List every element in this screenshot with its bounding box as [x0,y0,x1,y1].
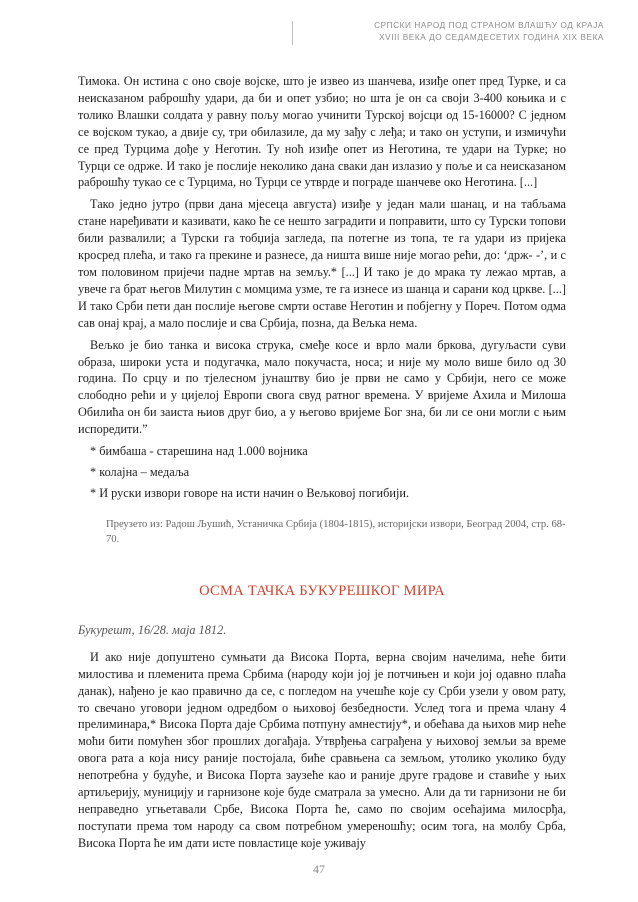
dateline: Букурешт, 16/28. маја 1812. [78,622,227,637]
paragraph-3: Вељко је био танка и висока струка, смеђе косе и врло мали бркова, дугуљасти суви образа, широки уста и подугачка, мало покучаста, носа; и није му моло више било од 30 година. По срцу и по тјелесном јунаштву био је први не само у Србији, него се може слободно рећи и у цијелој Европи свога свуд ратног времена. У вријеме Ахила и Милоша Обилића он би заиста њиов друг био, а у његово вријеме Бог зна, би ли се они могли с њим испоредити.” [78,337,566,437]
source-citation: Преузето из: Радош Љушић, Устаничка Србија (1804-1815), историјски извори, Београд 2004, стр. 68-70. [106,519,566,546]
footnote-3: * И руски извори говоре на исти начин о Вељковој погибији. [90,486,410,501]
header-divider [292,21,293,45]
footnote-2: * колајна – медаља [90,465,190,480]
section-title: ОСМА ТАЧКА БУКУРЕШКОГ МИРА [199,583,445,600]
paragraph-2: Тако једно јутро (први дана мјесеца августа) изиђе у један мали шанац, и на табљама стане наређивати и казивати, како ће се нешто заградити и поправити, што су Турски топови били развалили; а Турски га тобџија загледа, па потегне из топа, те га удари из пријека кросред плећа, и тако га прекине и разнесе, да ништа више није могао рећи, до: ‘држ- -’, и с том половином пријечи падне мртав на земљу.* [...] И тако је до мрака ту лежао мртав, а увече га брат његов Милутин с момцима узме, те га изнесе из шанца и сарани код цркве. [...] И тако Срби пети дан послије његове смрти оставе Неготин и побјегну у Пореч. Потом одма сав онај крај, а мало послије и сва Србија, позна, да Вељка нема. [78,197,566,330]
footnote-1: * бимбаша - старешина над 1.000 војника [90,444,308,459]
section-paragraph: И ако није допуштено сумњати да Висока Порта, верна својим начелима, неће бити милостива и племенита према Србима (народу који јој је потчињен и који јој одавно плаћа данак), нађено је као правично да се, с погледом на учешће које су Срби узели у овом рату, то свечано уговори једном одредбом о њиховој безбедности. Услед тога и према члану 4 прелиминара,* Висока Порта даје Србима потпуну амнестију*, и обећава да њихов мир неће моћи бити помућен због прошлих догађаја. Утврђења саграђена у њиховој земљи за време овога рата а која нису раније постојала, биће сравњена са земљом, утолико уколико буду непотребна у будуће, и Висока Порта заузеће као и раније друге градове и ставиће у њих артиљерију, муницију и гарнизоне које буде сматрала за умесно. Али да ти гарнизони не би неправедно угњетавали Србе, Висока Порта ће, само по својим осећајима милосрђа, поступати према том народу са свом потребном умереношћу; осим тога, на молбу Срба, Висока Порта ће им дати исте повластице које уживају [78,649,566,850]
page-number: 47 [313,862,325,876]
page-body [78,73,566,857]
header-line-1: СРПСКИ НАРОД ПОД СТРАНОМ ВЛАШЋУ ОД КРАЈА [374,21,604,30]
paragraph-1: Тимока. Он истина с оно своје војске, што је извео из шанчева, изиђе опет пред Турке, и са неисказаном раброшћу удари, да би и опет узбио; но шта је он са своји 3-400 коњика и с толико Влашки солдата у равну пољу могао учинити Турској војсци од 15-16000? С једном се војском тукао, а двије су, три обилазиле, да му зађу с леђа; и тако он уступи, и измичући се пред Турцима дође у Неготин. Ту ноћ изиђе опет из Неготина, те удари на Турке; но Турци се одрже. И тако је послије неколико дана сваки дан излазио у поље и са неисказаном раброшћу тукао се с Турцима, но Турци се утврде и пограде шанчеве око Неготина. [...] [78,74,566,190]
running-header [304,20,604,44]
header-line-2: XVIII ВЕКА ДО СЕДАМДЕСЕТИХ ГОДИНА XIX ВЕКА [379,33,604,42]
